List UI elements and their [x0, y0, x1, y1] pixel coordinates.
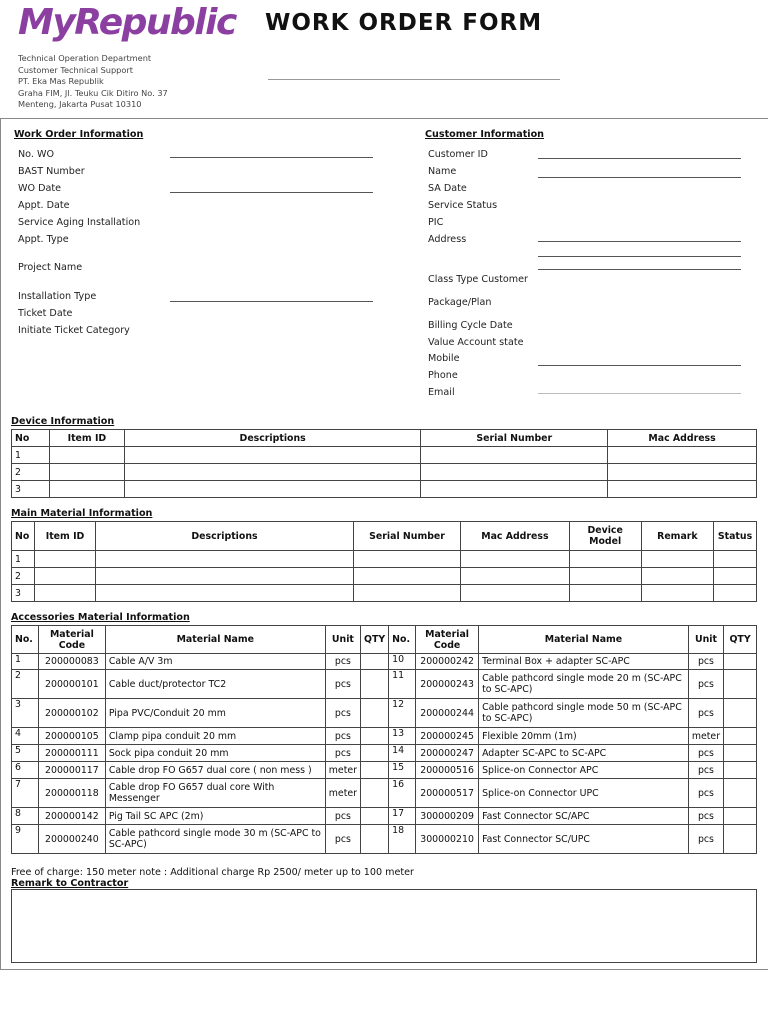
row-no: 14: [389, 745, 416, 762]
unit: pcs: [688, 670, 723, 699]
unit: pcs: [688, 825, 723, 854]
address-line: PT. Eka Mas Republik: [18, 76, 104, 86]
material-name: Cable drop FO G657 dual core ( non mess ): [105, 762, 325, 779]
table-row: [12, 825, 757, 854]
accessories-heading: Accessories Material Information: [11, 612, 190, 623]
row-no: 1: [12, 551, 35, 568]
unit: meter: [688, 728, 723, 745]
work-order-heading: Work Order Information: [14, 129, 144, 140]
field-appt-type: Appt. Type: [18, 234, 69, 245]
unit: pcs: [688, 779, 723, 808]
col-serial-number: Serial Number: [421, 430, 608, 447]
col-material-name: Material Name: [105, 626, 325, 654]
col-remark: Remark: [641, 522, 713, 551]
qty-cell[interactable]: [361, 670, 389, 699]
row-no: 18: [389, 825, 416, 854]
material-name: Clamp pipa conduit 20 mm: [105, 728, 325, 745]
device-table: [11, 429, 757, 498]
material-code: 200000118: [38, 779, 105, 808]
remark-input[interactable]: [11, 889, 757, 963]
table-row: [12, 568, 757, 585]
field-ticket-date: Ticket Date: [18, 308, 73, 319]
unit: pcs: [688, 654, 723, 670]
field-no-wo: No. WO: [18, 149, 55, 160]
material-code: 300000210: [416, 825, 479, 854]
row-no: 9: [12, 825, 39, 854]
material-code: 200000243: [416, 670, 479, 699]
material-code: 300000209: [416, 808, 479, 825]
qty-cell[interactable]: [361, 699, 389, 728]
row-no: 3: [12, 585, 35, 602]
field-service-aging: Service Aging Installation: [18, 217, 141, 228]
material-name: Splice-on Connector APC: [479, 762, 689, 779]
material-name: Cable A/V 3m: [105, 654, 325, 670]
col-unit: Unit: [325, 626, 360, 654]
qty-cell[interactable]: [724, 654, 757, 670]
material-code: 200000117: [38, 762, 105, 779]
field-wo-date: WO Date: [18, 183, 62, 194]
table-row: [12, 464, 757, 481]
col-material-code: Material Code: [416, 626, 479, 654]
table-row: [12, 779, 757, 808]
unit: pcs: [688, 745, 723, 762]
col-item-id: Item ID: [34, 522, 95, 551]
unit: pcs: [325, 670, 360, 699]
field-mobile: Mobile: [428, 353, 460, 364]
material-name: Cable pathcord single mode 30 m (SC-APC to SC-APC): [105, 825, 325, 854]
address-line: Customer Technical Support: [18, 64, 133, 75]
unit: pcs: [325, 728, 360, 745]
unit: pcs: [688, 808, 723, 825]
qty-cell[interactable]: [724, 779, 757, 808]
main-material-heading: Main Material Information: [11, 508, 153, 519]
qty-cell[interactable]: [724, 699, 757, 728]
col-mac-address: Mac Address: [461, 522, 569, 551]
col-descriptions: Descriptions: [124, 430, 421, 447]
mobile-field[interactable]: [538, 365, 741, 366]
material-code: 200000247: [416, 745, 479, 762]
table-row: [12, 699, 757, 728]
header-divider: [268, 79, 560, 80]
row-no: 17: [389, 808, 416, 825]
qty-cell[interactable]: [361, 654, 389, 670]
row-no: 7: [12, 779, 39, 808]
wo-date-field[interactable]: [170, 192, 373, 193]
material-code: 200000245: [416, 728, 479, 745]
material-code: 200000105: [38, 728, 105, 745]
material-name: Flexible 20mm (1m): [479, 728, 689, 745]
table-row: [12, 762, 757, 779]
accessories-table: [11, 625, 757, 854]
address-line: Menteng, Jakarta Pusat 10310: [18, 99, 142, 109]
address-line: Graha FIM, Jl. Teuku Cik Ditiro No. 37: [18, 87, 168, 98]
table-row: [12, 447, 757, 464]
row-no: 15: [389, 762, 416, 779]
unit: pcs: [325, 808, 360, 825]
material-name: Cable duct/protector TC2: [105, 670, 325, 699]
row-no: 2: [12, 568, 35, 585]
qty-cell[interactable]: [724, 745, 757, 762]
row-no: 8: [12, 808, 39, 825]
material-name: Splice-on Connector UPC: [479, 779, 689, 808]
table-row: [12, 481, 757, 498]
field-email: Email: [428, 387, 455, 398]
field-bast-number: BAST Number: [18, 166, 85, 177]
qty-cell[interactable]: [724, 825, 757, 854]
qty-cell[interactable]: [361, 825, 389, 854]
address-field-1[interactable]: [538, 241, 741, 242]
material-name: Cable pathcord single mode 50 m (SC-APC to SC-APC): [479, 699, 689, 728]
unit: pcs: [325, 654, 360, 670]
row-no: 4: [12, 728, 39, 745]
material-name: Pig Tail SC APC (2m): [105, 808, 325, 825]
row-no: 11: [389, 670, 416, 699]
address-field-2[interactable]: [538, 256, 741, 257]
no-wo-field[interactable]: [170, 157, 373, 158]
field-phone: Phone: [428, 370, 458, 381]
field-service-status: Service Status: [428, 200, 498, 211]
unit: pcs: [325, 745, 360, 762]
col-device-model: Device Model: [569, 522, 641, 551]
material-code: 200000240: [38, 825, 105, 854]
row-no: 10: [389, 654, 416, 670]
table-row: [12, 585, 757, 602]
field-project-name: Project Name: [18, 262, 83, 273]
material-name: Fast Connector SC/APC: [479, 808, 689, 825]
address-field-3[interactable]: [538, 269, 741, 270]
material-name: Terminal Box + adapter SC-APC: [479, 654, 689, 670]
table-row: [12, 745, 757, 762]
field-sa-date: SA Date: [428, 183, 467, 194]
row-no: 13: [389, 728, 416, 745]
field-name: Name: [428, 166, 457, 177]
device-heading: Device Information: [11, 416, 115, 427]
qty-cell[interactable]: [724, 670, 757, 699]
col-material-code: Material Code: [38, 626, 105, 654]
main-material-table: [11, 521, 757, 602]
material-code: 200000102: [38, 699, 105, 728]
qty-cell[interactable]: [361, 779, 389, 808]
row-no: 2: [12, 464, 50, 481]
field-pic: PIC: [428, 217, 444, 228]
field-package-plan: Package/Plan: [428, 297, 492, 308]
col-item-id: Item ID: [49, 430, 124, 447]
email-field[interactable]: [538, 393, 741, 394]
col-no: No: [12, 522, 35, 551]
field-value-account: Value Account state: [428, 337, 524, 348]
col-serial-number: Serial Number: [353, 522, 460, 551]
table-row: [12, 670, 757, 699]
material-name: Adapter SC-APC to SC-APC: [479, 745, 689, 762]
qty-cell[interactable]: [361, 762, 389, 779]
field-address: Address: [428, 234, 467, 245]
qty-cell[interactable]: [361, 745, 389, 762]
material-code: 200000101: [38, 670, 105, 699]
customer-id-field[interactable]: [538, 158, 741, 159]
col-material-name: Material Name: [479, 626, 689, 654]
material-name: Fast Connector SC/UPC: [479, 825, 689, 854]
address-line: Technical Operation Department: [18, 53, 152, 63]
col-no: No: [12, 430, 50, 447]
material-code: 200000142: [38, 808, 105, 825]
unit: meter: [325, 779, 360, 808]
table-row: [12, 654, 757, 670]
qty-cell[interactable]: [724, 808, 757, 825]
material-name: Cable drop FO G657 dual core With Messenger: [105, 779, 325, 808]
unit: pcs: [325, 825, 360, 854]
unit: pcs: [688, 762, 723, 779]
field-installation-type: Installation Type: [18, 291, 97, 302]
qty-cell[interactable]: [361, 728, 389, 745]
company-address: [18, 53, 168, 111]
col-qty: QTY: [724, 626, 757, 654]
myrepublic-logo: MyRepublic: [18, 2, 236, 43]
row-no: 1: [12, 654, 39, 670]
material-name: Pipa PVC/Conduit 20 mm: [105, 699, 325, 728]
qty-cell[interactable]: [361, 808, 389, 825]
material-name: Sock pipa conduit 20 mm: [105, 745, 325, 762]
table-row: [12, 551, 757, 568]
unit: pcs: [325, 699, 360, 728]
table-row: [12, 808, 757, 825]
page-title: WORK ORDER FORM: [265, 10, 543, 36]
name-field[interactable]: [538, 177, 741, 178]
col-status: Status: [714, 522, 757, 551]
material-code: 200000083: [38, 654, 105, 670]
unit: meter: [325, 762, 360, 779]
col-no: No.: [389, 626, 416, 654]
charge-note: Free of charge: 150 meter note : Additional charge Rp 2500/ meter up to 100 meter: [11, 867, 414, 878]
col-mac-address: Mac Address: [608, 430, 757, 447]
row-no: 6: [12, 762, 39, 779]
material-code: 200000516: [416, 762, 479, 779]
remark-heading: Remark to Contractor: [11, 878, 129, 889]
field-appt-date: Appt. Date: [18, 200, 70, 211]
material-name: Cable pathcord single mode 20 m (SC-APC to SC-APC): [479, 670, 689, 699]
row-no: 1: [12, 447, 50, 464]
customer-heading: Customer Information: [425, 129, 544, 140]
qty-cell[interactable]: [724, 762, 757, 779]
field-class-type: Class Type Customer: [428, 274, 528, 285]
row-no: 3: [12, 699, 39, 728]
row-no: 2: [12, 670, 39, 699]
row-no: 12: [389, 699, 416, 728]
row-no: 16: [389, 779, 416, 808]
material-code: 200000517: [416, 779, 479, 808]
col-no: No.: [12, 626, 39, 654]
material-code: 200000242: [416, 654, 479, 670]
installation-type-field[interactable]: [170, 301, 373, 302]
row-no: 5: [12, 745, 39, 762]
qty-cell[interactable]: [724, 728, 757, 745]
material-code: 200000111: [38, 745, 105, 762]
unit: pcs: [688, 699, 723, 728]
col-qty: QTY: [361, 626, 389, 654]
field-customer-id: Customer ID: [428, 149, 488, 160]
table-row: [12, 728, 757, 745]
material-code: 200000244: [416, 699, 479, 728]
field-ticket-category: Initiate Ticket Category: [18, 325, 130, 336]
col-unit: Unit: [688, 626, 723, 654]
field-billing-cycle: Billing Cycle Date: [428, 320, 513, 331]
col-descriptions: Descriptions: [96, 522, 354, 551]
row-no: 3: [12, 481, 50, 498]
